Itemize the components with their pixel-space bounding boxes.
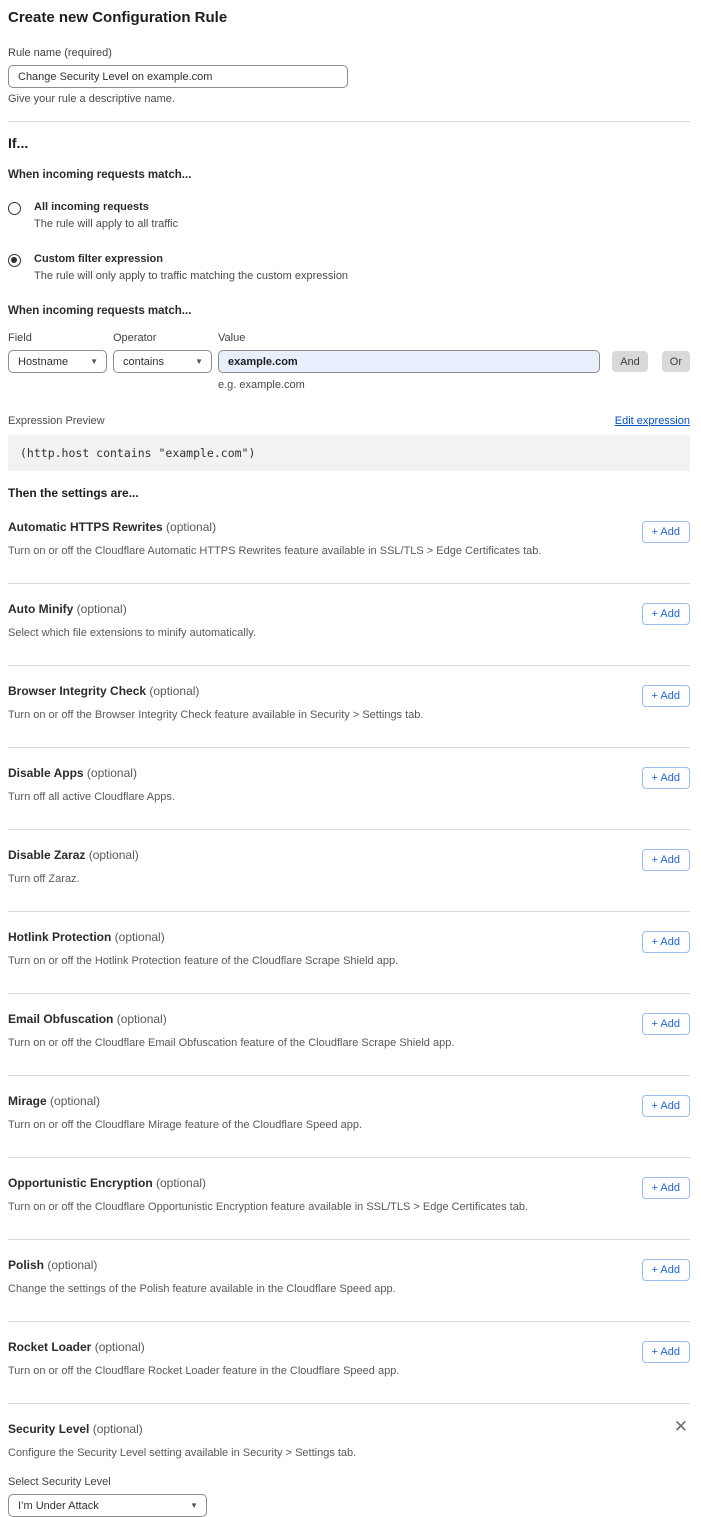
setting-optional-tag: (optional) bbox=[113, 1012, 167, 1026]
operator-select[interactable] bbox=[113, 350, 212, 373]
radio-option-label: Custom filter expression bbox=[34, 253, 163, 265]
setting-row-disable-zaraz bbox=[8, 830, 690, 912]
setting-description: Turn off all active Cloudflare Apps. bbox=[8, 791, 175, 803]
setting-optional-tag: (optional) bbox=[152, 1176, 207, 1190]
radio-option-label: All incoming requests bbox=[34, 201, 149, 213]
rule-name-group bbox=[8, 47, 690, 105]
add-setting-button[interactable]: + Add bbox=[642, 1177, 690, 1199]
add-setting-button[interactable]: + Add bbox=[642, 603, 690, 625]
setting-description: Turn on or off the Cloudflare Rocket Loader feature in the Cloudflare Speed app. bbox=[8, 1365, 400, 1377]
radio-button-icon[interactable] bbox=[8, 254, 21, 267]
setting-title: Disable Zaraz bbox=[8, 848, 86, 862]
setting-optional-tag: (optional) bbox=[44, 1258, 98, 1272]
setting-title: Mirage bbox=[8, 1094, 47, 1108]
setting-description: Select which file extensions to minify automatically. bbox=[8, 627, 257, 639]
setting-optional-tag: (optional) bbox=[73, 602, 127, 616]
radio-button-icon[interactable] bbox=[8, 202, 21, 215]
add-setting-button[interactable]: + Add bbox=[642, 1013, 690, 1035]
rule-name-label: Rule name (required) bbox=[8, 47, 112, 59]
setting-title: Security Level bbox=[8, 1422, 90, 1436]
expression-preview-code: (http.host contains "example.com") bbox=[8, 435, 690, 471]
setting-optional-tag: (optional) bbox=[46, 1094, 101, 1108]
section-divider bbox=[8, 121, 690, 122]
radio-option-description: The rule will apply to all traffic bbox=[34, 218, 179, 230]
security-level-select[interactable] bbox=[8, 1494, 207, 1517]
value-label: Value bbox=[218, 332, 246, 344]
setting-description: Turn on or off the Cloudflare Mirage feature of the Cloudflare Speed app. bbox=[8, 1119, 363, 1131]
add-setting-button[interactable]: + Add bbox=[642, 685, 690, 707]
security-level-select-label: Select Security Level bbox=[8, 1476, 111, 1488]
setting-row-rocket-loader bbox=[8, 1322, 690, 1404]
add-setting-button[interactable]: + Add bbox=[642, 849, 690, 871]
expression-preview-block bbox=[8, 415, 690, 471]
setting-description: Turn off Zaraz. bbox=[8, 873, 80, 885]
setting-title: Disable Apps bbox=[8, 766, 84, 780]
operator-label: Operator bbox=[113, 332, 157, 344]
setting-description: Turn on or off the Hotlink Protection feature of the Cloudflare Scrape Shield app. bbox=[8, 955, 399, 967]
setting-description: Change the settings of the Polish feature available in the Cloudflare Speed app. bbox=[8, 1283, 396, 1295]
setting-row-disable-apps bbox=[8, 748, 690, 830]
setting-optional-tag: (optional) bbox=[91, 1340, 145, 1354]
page-title: Create new Configuration Rule bbox=[8, 9, 228, 26]
setting-title: Opportunistic Encryption bbox=[8, 1176, 153, 1190]
setting-row-browser-integrity-check bbox=[8, 666, 690, 748]
setting-row-auto-minify bbox=[8, 584, 690, 666]
setting-optional-tag: (optional) bbox=[83, 766, 137, 780]
setting-optional-tag: (optional) bbox=[85, 848, 139, 862]
field-select[interactable] bbox=[8, 350, 107, 373]
setting-title: Email Obfuscation bbox=[8, 1012, 114, 1026]
setting-optional-tag: (optional) bbox=[89, 1422, 143, 1436]
setting-title: Rocket Loader bbox=[8, 1340, 92, 1354]
setting-description: Turn on or off the Cloudflare Email Obfuscation feature of the Cloudflare Scrape Shield app. bbox=[8, 1037, 455, 1049]
setting-row-hotlink-protection bbox=[8, 912, 690, 994]
setting-row-mirage bbox=[8, 1076, 690, 1158]
add-setting-button[interactable]: + Add bbox=[642, 1341, 690, 1363]
edit-expression-link[interactable]: Edit expression bbox=[614, 415, 690, 427]
setting-optional-tag: (optional) bbox=[111, 930, 165, 944]
setting-title: Auto Minify bbox=[8, 602, 74, 616]
setting-title: Polish bbox=[8, 1258, 45, 1272]
chevron-down-icon: ▼ bbox=[195, 356, 203, 366]
or-button[interactable]: Or bbox=[662, 351, 690, 372]
setting-row-polish bbox=[8, 1240, 690, 1322]
setting-row-email-obfuscation bbox=[8, 994, 690, 1076]
add-setting-button[interactable]: + Add bbox=[642, 521, 690, 543]
filter-expression-row bbox=[8, 332, 690, 391]
expression-preview-label: Expression Preview bbox=[8, 415, 105, 427]
security-level-select-value: I’m Under Attack bbox=[18, 1499, 99, 1512]
setting-description: Turn on or off the Cloudflare Opportunistic Encryption feature available in SSL/TLS > Edge Certificates tab. bbox=[8, 1201, 529, 1213]
add-setting-button[interactable]: + Add bbox=[642, 931, 690, 953]
value-helper: e.g. example.com bbox=[218, 379, 305, 391]
close-icon[interactable]: ✕ bbox=[673, 1417, 688, 1436]
radio-option-all-incoming[interactable] bbox=[8, 201, 690, 230]
field-select-value: Hostname bbox=[18, 355, 69, 368]
chevron-down-icon: ▼ bbox=[190, 1500, 198, 1510]
add-setting-button[interactable]: + Add bbox=[642, 1259, 690, 1281]
rule-name-input[interactable] bbox=[8, 65, 348, 88]
radio-option-custom-filter[interactable] bbox=[8, 253, 690, 282]
setting-description: Turn on or off the Cloudflare Automatic HTTPS Rewrites feature available in SSL/TLS > Edge Certificates tab. bbox=[8, 545, 542, 557]
rule-name-helper: Give your rule a descriptive name. bbox=[8, 93, 175, 105]
setting-row-security-level-expanded bbox=[8, 1404, 690, 1517]
add-setting-button[interactable]: + Add bbox=[642, 1095, 690, 1117]
match-type-heading: When incoming requests match... bbox=[8, 169, 192, 181]
setting-title: Hotlink Protection bbox=[8, 930, 112, 944]
add-setting-button[interactable]: + Add bbox=[642, 767, 690, 789]
setting-row-opportunistic-encryption bbox=[8, 1158, 690, 1240]
setting-title: Automatic HTTPS Rewrites bbox=[8, 520, 163, 534]
setting-title: Browser Integrity Check bbox=[8, 684, 147, 698]
radio-option-description: The rule will only apply to traffic matching the custom expression bbox=[34, 270, 349, 282]
setting-description: Turn on or off the Browser Integrity Check feature available in Security > Settings tab. bbox=[8, 709, 424, 721]
chevron-down-icon: ▼ bbox=[90, 356, 98, 366]
setting-optional-tag: (optional) bbox=[146, 684, 200, 698]
setting-row-automatic-https-rewrites bbox=[8, 502, 690, 584]
setting-optional-tag: (optional) bbox=[162, 520, 217, 534]
filter-heading: When incoming requests match... bbox=[8, 305, 192, 317]
field-label: Field bbox=[8, 332, 32, 344]
setting-description: Configure the Security Level setting available in Security > Settings tab. bbox=[8, 1447, 357, 1459]
if-heading: If... bbox=[8, 135, 29, 151]
settings-list bbox=[8, 502, 690, 1404]
and-button[interactable]: And bbox=[612, 351, 648, 372]
value-input[interactable] bbox=[218, 350, 600, 373]
operator-select-value: contains bbox=[123, 355, 164, 368]
then-settings-heading: Then the settings are... bbox=[8, 486, 139, 500]
